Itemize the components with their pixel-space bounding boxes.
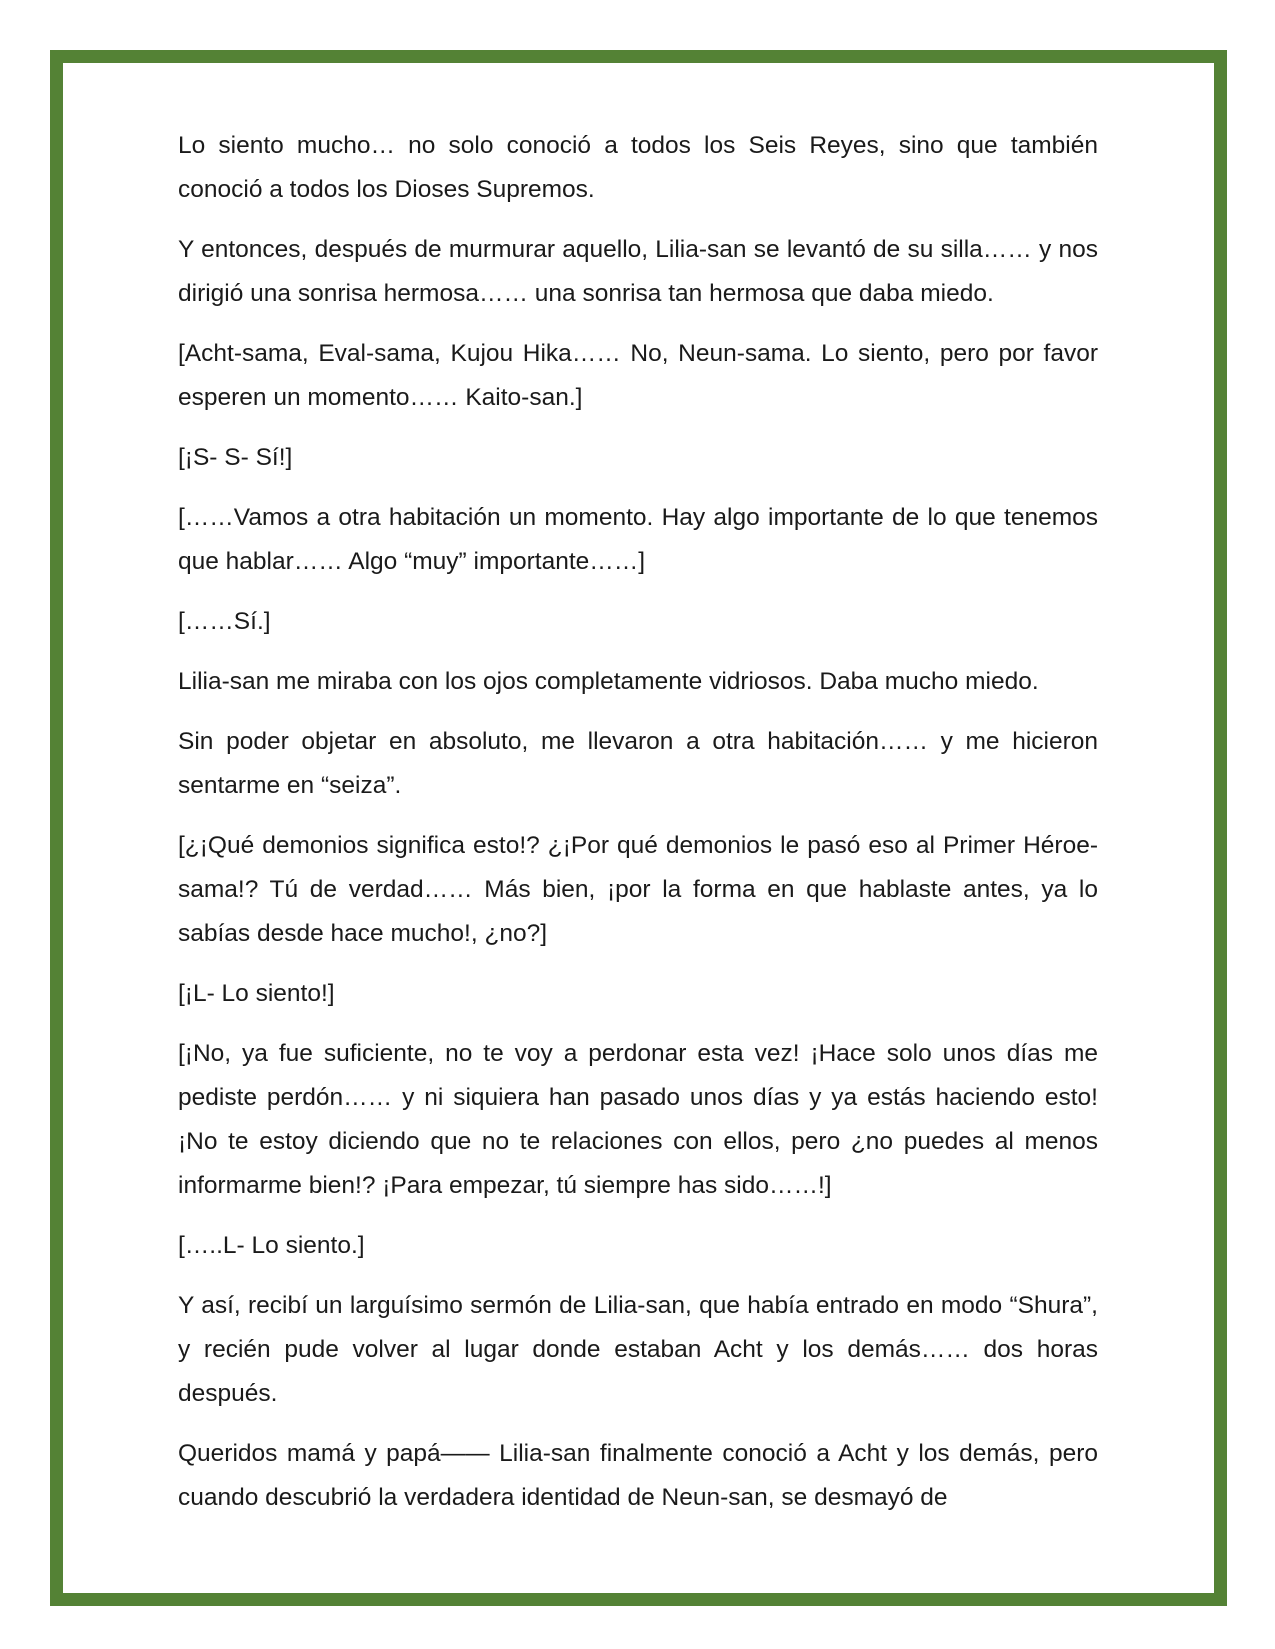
paragraph-3: [Acht-sama, Eval-sama, Kujou Hika…… No, Neun-sama. Lo siento, pero por favor esperen un momento…… Kaito-san.] xyxy=(178,340,1098,411)
paragraph-7: Lilia-san me miraba con los ojos completamente vidriosos. Daba mucho miedo. xyxy=(178,668,1039,695)
paragraph-9: [¿¡Qué demonios significa esto!? ¿¡Por qué demonios le pasó eso al Primer Héroe-sama!? Tú de verdad…… Más bien, ¡por la forma en que hablaste antes, ya lo sabías desde hace mucho!, ¿no?] xyxy=(178,832,1098,947)
paragraph-8: Sin poder objetar en absoluto, me llevaron a otra habitación…… y me hicieron sentarme en “seiza”. xyxy=(178,728,1098,799)
paragraph-4: [¡S- S- Sí!] xyxy=(178,444,293,471)
paragraph-12: […..L- Lo siento.] xyxy=(178,1232,365,1259)
paragraph-13: Y así, recibí un larguísimo sermón de Lilia-san, que había entrado en modo “Shura”, y recién pude volver al lugar donde estaban Acht y los demás…… dos horas después. xyxy=(178,1292,1098,1407)
document-body xyxy=(178,124,1098,1520)
paragraph-6: [……Sí.] xyxy=(178,608,271,635)
paragraph-1: Lo siento mucho… no solo conoció a todos los Seis Reyes, sino que también conoció a todos los Dioses Supremos. xyxy=(178,132,1098,203)
paragraph-11: [¡No, ya fue suficiente, no te voy a perdonar esta vez! ¡Hace solo unos días me pediste perdón…… y ni siquiera han pasado unos días y ya estás haciendo esto! ¡No te estoy diciendo que no te relaciones con ellos, pero ¿no puedes al menos informarme bien!? ¡Para empezar, tú siempre has sido……!] xyxy=(178,1040,1098,1199)
paragraph-10: [¡L- Lo siento!] xyxy=(178,980,335,1007)
paragraph-14: Queridos mamá y papá—— Lilia-san finalmente conoció a Acht y los demás, pero cuando descubrió la verdadera identidad de Neun-san, se desmayó de xyxy=(178,1440,1098,1511)
paragraph-2: Y entonces, después de murmurar aquello, Lilia-san se levantó de su silla…… y nos dirigió una sonrisa hermosa…… una sonrisa tan hermosa que daba miedo. xyxy=(178,236,1098,307)
paragraph-5: [……Vamos a otra habitación un momento. Hay algo importante de lo que tenemos que hablar…… Algo “muy” importante……] xyxy=(178,504,1098,575)
